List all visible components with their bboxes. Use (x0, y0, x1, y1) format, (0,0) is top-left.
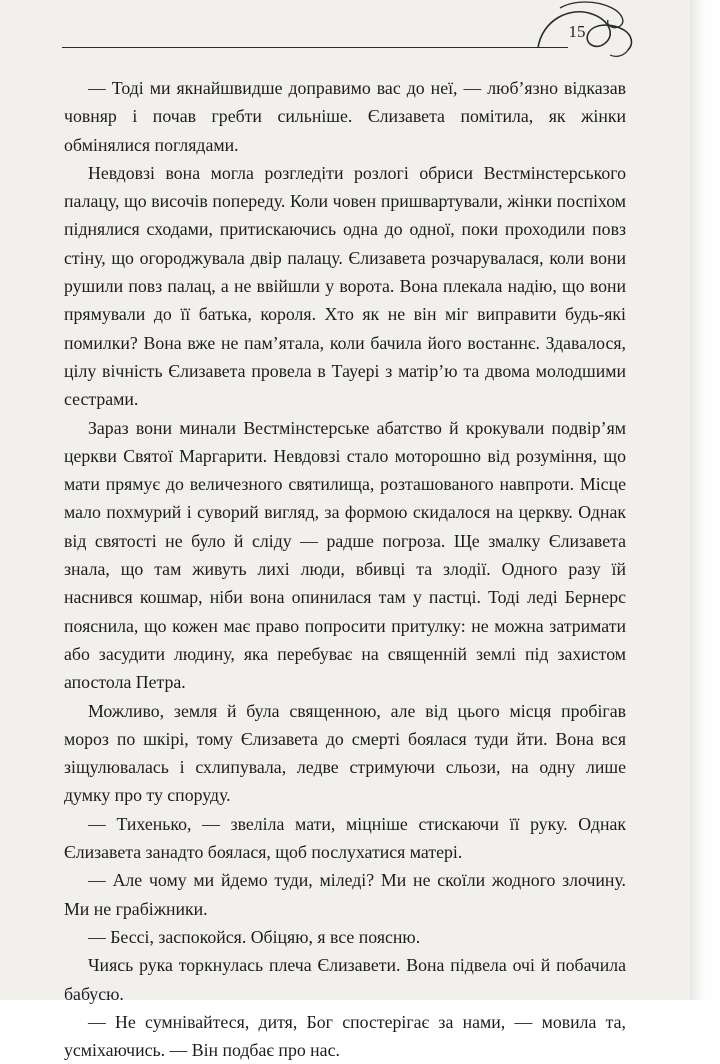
page-number: 15 (568, 22, 586, 41)
paragraph: — Не сумнівайтеся, дитя, Бог спостерігає за нами, — мовила та, усміхаючись. — Він подбає про нас. (64, 1011, 626, 1061)
paragraph: — Тоді ми якнайшвидше доправимо вас до неї, — люб’язно відказав човняр і почав гребти сильніше. Єлизавета помітила, як жінки обмінялися поглядами. (64, 78, 626, 155)
paragraph: Зараз вони минали Вестмінстерське абатство й крокували подвір’ям церкви Святої Маргарити. Невдовзі стало моторошно від розуміння, що мати прямує до величезного святилища, розташованого навпроти. Місце мало похмурий і суворий вигляд, за формою скидалося на церкву. Однак від святості не було й сліду — радше погроза. Ще змалку Єлизавета знала, що там живуть лихі люди, вбивці та злодії. Одного разу їй наснився кошмар, ніби вона опинилася там у пастці. Тоді леді Бернерс пояснила, що кожен має право попросити притулку: не можна затримати або засудити людину, яка перебуває на священній землі під захистом апостола Петра. (64, 417, 626, 693)
header-rule (62, 47, 568, 48)
paragraph: — Але чому ми йдемо туди, міледі? Ми не скоїли жодного злочину. Ми не грабіжники. (64, 870, 626, 919)
paragraph: Чиясь рука торкнулась плеча Єлизавети. Вона підвела очі й побачила бабусю. (64, 955, 626, 1004)
paragraph: Невдовзі вона могла розгледіти розлогі обриси Вестмінстерського палацу, що височів попереду. Коли човен пришвартували, жінки поспіхом піднялися сходами, притискаючись одна до одної, поки проходили повз стіну, що огороджувала двір палацу. Єлизавета розчарувалася, коли вони рушили повз палац, а не ввійшли у ворота. Вона плекала надію, що вони прямували до її батька, короля. Хто як не він міг виправити будь-які помилки? Вона вже не пам’ятала, коли бачила його востаннє. Здавалося, цілу вічність Єлизавета провела в Тауері з матір’ю та двома молодшими сестрами. (64, 162, 626, 410)
body-text (64, 74, 626, 1064)
paragraph: — Тихенько, — звеліла мати, міцніше стискаючи її руку. Однак Єлизавета занадто боялася, щоб послухатися матері. (64, 813, 626, 863)
paragraph: — Бессі, заспокойся. Обіцяю, я все поясню. (88, 926, 421, 947)
paragraph: Можливо, земля й була священною, але від цього місця пробігав мороз по шкірі, тому Єлизавета до смерті боялася туди йти. Вона вся зіщулювалась і схлипувала, ледве стримуючи сльози, на одну лише думку про ту споруду. (64, 700, 626, 806)
page-edge (690, 0, 720, 1000)
